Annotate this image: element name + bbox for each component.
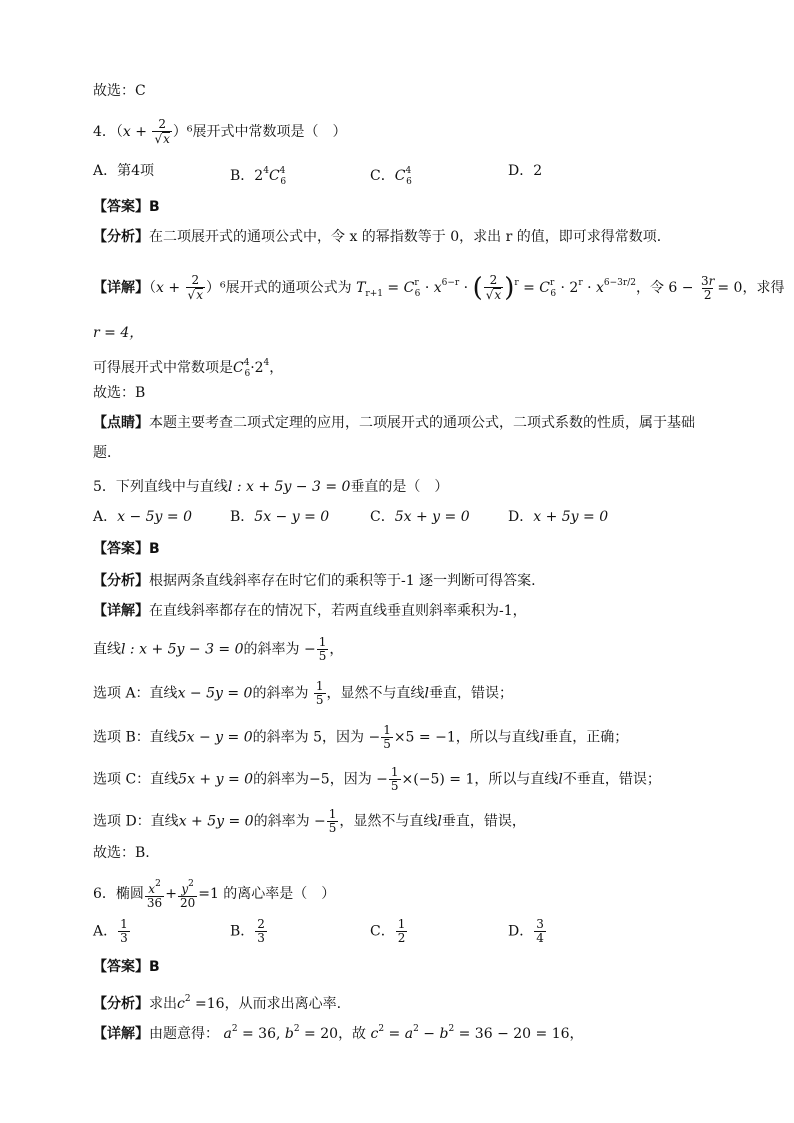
q5-option-d-analysis: 选项 D：直线x + 5y = 0的斜率为 − $\frac{1}{5}$ ，显然不与直线l垂直，错误， xyxy=(93,807,526,835)
q4-comment-line2: 题． xyxy=(93,445,121,461)
q5-option-c-analysis: 选项 C：直线5x + y = 0的斜率为−5，因为 − $\frac{1}{5}$ ×(−5) = 1，所以与直线l不垂直，错误； xyxy=(93,765,661,793)
prev-answer-choice: 故选：C xyxy=(93,83,146,99)
q4-comment-line1: 【点睛】本题主要考查二项式定理的应用，二项展开式的通项公式，二项式系数的性质，属于基础 xyxy=(93,415,695,431)
q6-option-d: D． $\frac{3}{4}$ xyxy=(508,917,544,945)
q5-option-d: D．x + 5y = 0 xyxy=(508,509,609,525)
q4-stem: 4．（x + $\frac{2}{√x}$ ）⁶展开式中常数项是（ ） xyxy=(93,117,347,146)
q5-choose: 故选：B. xyxy=(93,845,150,861)
q5-option-b-analysis: 选项 B：直线5x − y = 0的斜率为 5，因为 − $\frac{1}{5}$ ×5 = −1，所以与直线l垂直，正确； xyxy=(93,723,629,751)
q4-option-a: A．第4项 xyxy=(93,163,155,179)
q5-option-a-analysis: 选项 A：直线x − 5y = 0的斜率为 $\frac{1}{5}$ ，显然不与直线l垂直，错误； xyxy=(93,679,514,707)
q5-option-c: C．5x + y = 0 xyxy=(370,509,470,525)
q4-r-value: r = 4， xyxy=(93,325,144,341)
q4-option-c: C．$C^4_6$ xyxy=(370,166,412,187)
q4-option-b: B．$2^4C^4_6$ xyxy=(230,166,287,187)
q6-option-a: A． $\frac{1}{3}$ xyxy=(93,917,128,945)
q6-stem: 6．椭圆 $\frac{x^2}{36}$ + $\frac{y^2}{20}$ =1 的离心率是（ ） xyxy=(93,879,336,910)
q4-analysis: 【分析】在二项展开式的通项公式中，令 x 的幂指数等于 0，求出 r 的值，即可求得常数项． xyxy=(93,229,671,245)
q5-slope-line: 直线l : x + 5y − 3 = 0的斜率为 − $\frac{1}{5}$ ， xyxy=(93,635,344,663)
q5-answer: 【答案】B xyxy=(93,541,160,557)
q4-choose: 故选：B xyxy=(93,385,146,401)
q4-constant-term: 可得展开式中常数项是$C^4_6\cdot 2^4$， xyxy=(93,358,284,379)
q6-answer: 【答案】B xyxy=(93,959,160,975)
q5-analysis: 【分析】根据两条直线斜率存在时它们的乘积等于-1 逐一判断可得答案. xyxy=(93,573,536,589)
q5-stem: 5．下列直线中与直线l : x + 5y − 3 = 0垂直的是（ ） xyxy=(93,479,449,495)
q5-option-a: A．x − 5y = 0 xyxy=(93,509,193,525)
q6-option-c: C． $\frac{1}{2}$ xyxy=(370,917,406,945)
q6-option-b: B． $\frac{2}{3}$ xyxy=(230,917,265,945)
q4-answer: 【答案】B xyxy=(93,199,160,215)
q6-detail: 【详解】由题意得： $a^2 = 36$, $b^2 = 20$，故 $c^2 = a^2 - b^2 = 36 - 20 = 16$， xyxy=(93,1024,584,1042)
q5-detail: 【详解】在直线斜率都存在的情况下，若两直线垂直则斜率乘积为-1， xyxy=(93,603,527,619)
q5-option-b: B．5x − y = 0 xyxy=(230,509,330,525)
q6-analysis: 【分析】求出$c^2 =16$，从而求出离心率. xyxy=(93,994,342,1012)
q4-option-d: D．2 xyxy=(508,163,543,179)
q4-detail: 【详解】（x + $\frac{2}{√x}$ ）⁶展开式的通项公式为 $T_{r+1} = C^r_6 \cdot x^{6-r}$ · ( $\frac{2}{√x}$ )$^r = C^r_6 \cdot 2^r \cdot x^{6-3r/2}$，令 6 − $\frac{3r}{2}$ = 0，求得 xyxy=(93,273,785,303)
